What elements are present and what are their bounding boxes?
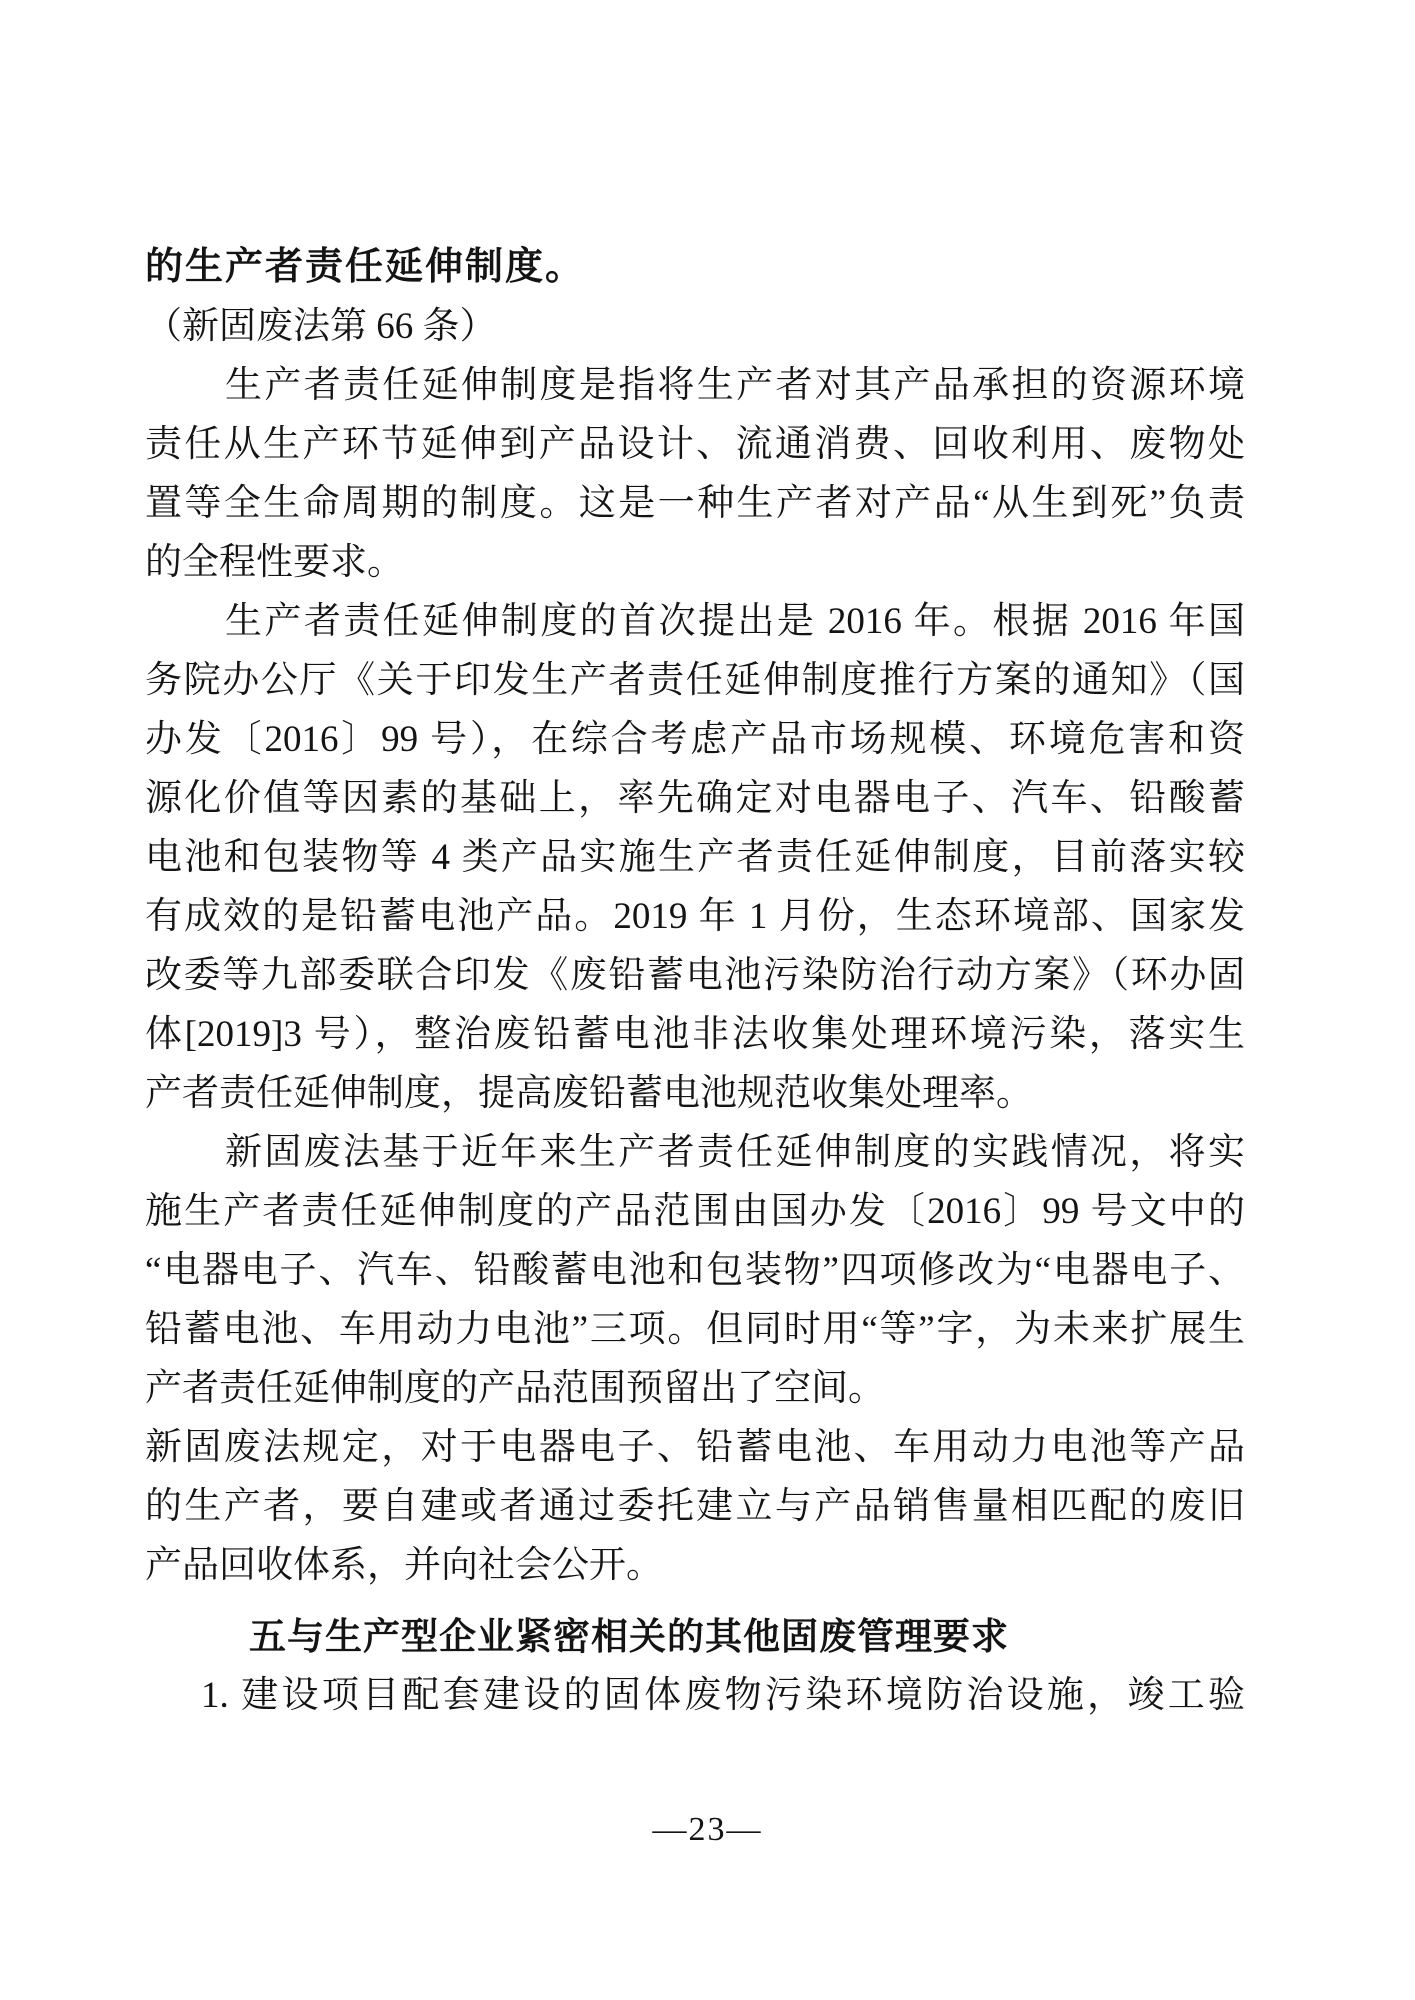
text-line: 电池和包装物等 4 类产品实施生产者责任延伸制度，目前落实较 — [145, 837, 1245, 878]
text-line: 产者责任延伸制度的产品范围预留出了空间。 — [145, 1368, 885, 1409]
text-line: 新固废法规定，对于电器电子、铅蓄电池、车用动力电池等产品 — [145, 1427, 1245, 1468]
text-line: 施生产者责任延伸制度的产品范围由国办发〔2016〕99 号文中的 — [145, 1191, 1245, 1232]
text-line: 的全程性要求。 — [145, 542, 404, 583]
text-line: 源化价值等因素的基础上，率先确定对电器电子、汽车、铅酸蓄 — [145, 778, 1245, 819]
text-line: 办发〔2016〕99 号），在综合考虑产品市场规模、环境危害和资 — [145, 719, 1245, 760]
section-heading: 五与生产型企业紧密相关的其他固废管理要求 — [249, 1616, 1009, 1657]
document-body — [145, 238, 1245, 1725]
numbered-item-line: 1. 建设项目配套建设的固体废物污染环境防治设施，竣工验 — [201, 1675, 1245, 1716]
text-line: 的生产者，要自建或者通过委托建立与产品销售量相匹配的废旧 — [145, 1486, 1245, 1527]
text-line: 置等全生命周期的制度。这是一种生产者对产品“从生到死”负责 — [145, 483, 1245, 524]
text-line: 铅蓄电池、车用动力电池”三项。但同时用“等”字，为未来扩展生 — [145, 1309, 1245, 1350]
citation-line: （新固废法第 66 条） — [145, 306, 497, 347]
text-line: 新固废法基于近年来生产者责任延伸制度的实践情况，将实 — [225, 1132, 1245, 1173]
text-line: 产品回收体系，并向社会公开。 — [145, 1545, 663, 1586]
text-line: 生产者责任延伸制度是指将生产者对其产品承担的资源环境 — [225, 365, 1245, 406]
text-line: 有成效的是铅蓄电池产品。2019 年 1 月份，生态环境部、国家发 — [145, 896, 1245, 937]
page-number: —23— — [652, 1811, 763, 1848]
text-line: 体[2019]3 号），整治废铅蓄电池非法收集处理环境污染，落实生 — [145, 1014, 1245, 1055]
text-line: “电器电子、汽车、铅酸蓄电池和包装物”四项修改为“电器电子、 — [145, 1250, 1245, 1291]
text-line: 务院办公厅《关于印发生产者责任延伸制度推行方案的通知》（国 — [145, 660, 1245, 701]
bold-lead-line: 的生产者责任延伸制度。 — [145, 246, 586, 288]
text-line: 责任从生产环节延伸到产品设计、流通消费、回收利用、废物处 — [145, 424, 1245, 465]
text-line: 改委等九部委联合印发《废铅蓄电池污染防治行动方案》（环办固 — [145, 955, 1245, 996]
text-line: 产者责任延伸制度，提高废铅蓄电池规范收集处理率。 — [145, 1073, 1033, 1114]
text-line: 生产者责任延伸制度的首次提出是 2016 年。根据 2016 年国 — [225, 601, 1245, 642]
